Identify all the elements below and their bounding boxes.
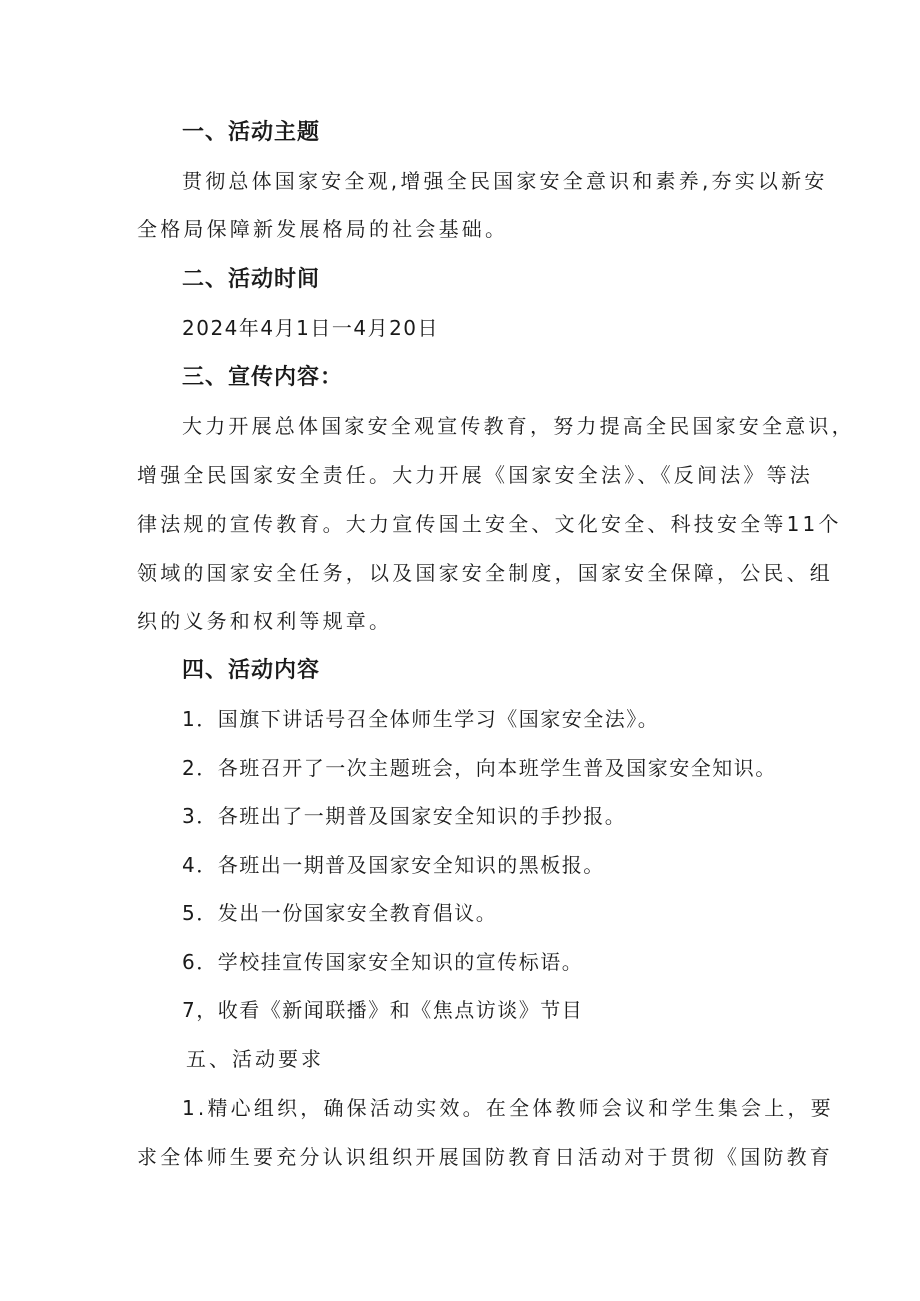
- list-item: 7，收看《新闻联播》和《焦点访谈》节目: [182, 998, 584, 1022]
- list-item: 2．各班召开了一次主题班会，向本班学生普及国家安全知识。: [182, 756, 777, 780]
- list-item: 3．各班出了一期普及国家安全知识的手抄报。: [182, 804, 627, 828]
- list-item: 4．各班出一期普及国家安全知识的黑板报。: [182, 853, 605, 877]
- section-heading-requirements: 五、活动要求: [186, 1047, 324, 1071]
- paragraph-line: 求全体师生要充分认识组织开展国防教育日活动对于贯彻《国防教育: [137, 1145, 833, 1169]
- paragraph-line: 大力开展总体国家安全观宣传教育，努力提高全民国家安全意识，: [182, 414, 855, 438]
- paragraph-line: 织的义务和权利等规章。: [137, 609, 393, 633]
- paragraph-line: 1.精心组织，确保活动实效。在全体教师会议和学生集会上，要: [182, 1096, 834, 1120]
- paragraph-line: 贯彻总体国家安全观,增强全民国家安全意识和素养,夯实以新安: [182, 169, 828, 193]
- section-heading-time: 二、活动时间: [182, 267, 321, 292]
- section-heading-publicity: 三、宣传内容：: [182, 365, 344, 390]
- list-item: 1．国旗下讲话号召全体师生学习《国家安全法》。: [182, 707, 660, 731]
- section-heading-activities: 四、活动内容: [182, 658, 321, 683]
- paragraph-line: 全格局保障新发展格局的社会基础。: [137, 217, 509, 241]
- list-item: 6．学校挂宣传国家安全知识的宣传标语。: [182, 950, 584, 974]
- date-range: 2024年4月1日一4月20日: [182, 316, 440, 340]
- section-heading-theme: 一、活动主题: [182, 120, 321, 145]
- list-item: 5．发出一份国家安全教育倡议。: [182, 901, 498, 925]
- paragraph-line: 律法规的宣传教育。大力宣传国土安全、文化安全、科技安全等11个: [137, 512, 842, 536]
- paragraph-line: 领域的国家安全任务，以及国家安全制度，国家安全保障，公民、组: [137, 561, 833, 585]
- paragraph-line: 增强全民国家安全责任。大力开展《国家安全法》、《反间法》等法: [137, 463, 813, 487]
